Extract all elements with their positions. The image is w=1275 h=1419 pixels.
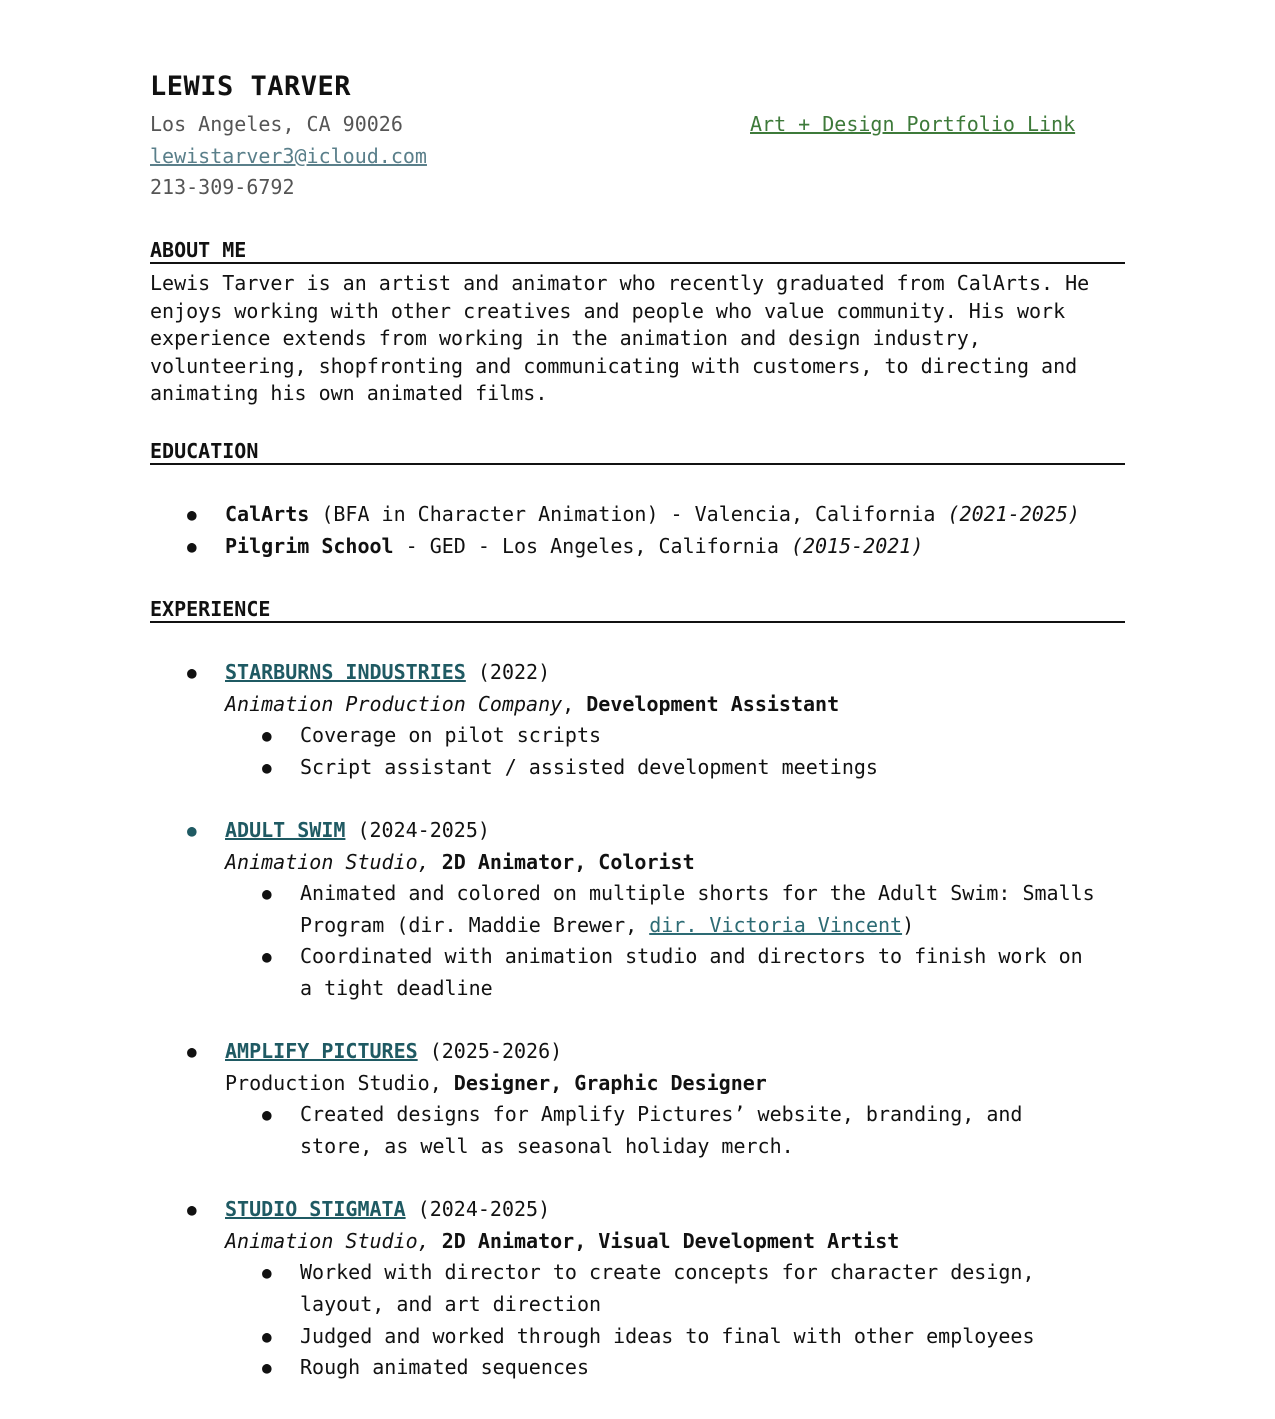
location: Los Angeles, CA 90026: [150, 112, 403, 136]
role-title: 2D Animator, Visual Development Artist: [441, 1229, 900, 1253]
separator: [430, 850, 442, 874]
separator: [430, 1229, 442, 1253]
about-line: animating his own animated films.: [150, 381, 548, 405]
bullet-icon: ●: [262, 726, 272, 745]
role-title: Development Assistant: [586, 692, 840, 716]
company-link-starburns[interactable]: STARBURNS INDUSTRIES: [225, 660, 466, 684]
about-paragraph: [150, 270, 1140, 408]
job-role: [225, 694, 839, 714]
job-bullet-line: a tight deadline: [300, 976, 493, 1000]
school-name: Pilgrim School: [225, 534, 394, 558]
school-name: CalArts: [225, 502, 310, 526]
job-bullet-line: Coordinated with animation studio and directors to finish work on: [300, 944, 1083, 968]
bullet-icon: ●: [262, 884, 272, 903]
bullet-icon: ●: [262, 758, 272, 777]
email-link[interactable]: lewistarver3@icloud.com: [150, 144, 427, 168]
bullet-text: ): [902, 913, 915, 937]
about-line: experience extends from working in the animation and design industry,: [150, 326, 981, 350]
bullet-icon: ●: [262, 1263, 272, 1282]
job-years: (2024-2025): [345, 818, 490, 842]
bullet-icon: ●: [187, 537, 197, 556]
section-about-heading: ABOUT ME: [150, 240, 1125, 264]
job-role: [225, 1231, 899, 1251]
job-bullet-line: Created designs for Amplify Pictures’ website, branding, and: [300, 1102, 1023, 1126]
role-title: 2D Animator, Colorist: [441, 850, 695, 874]
job-bullet: Coverage on pilot scripts: [300, 723, 602, 747]
education-detail: - GED - Los Angeles, California: [393, 534, 791, 558]
job-bullet-line: Animated and colored on multiple shorts for the Adult Swim: Smalls: [300, 881, 1095, 905]
job-bullet-line: [300, 915, 914, 935]
company-link-stigmata[interactable]: STUDIO STIGMATA: [225, 1197, 406, 1221]
job-bullet-line: store, as well as seasonal holiday merch.: [300, 1134, 794, 1158]
portfolio-link[interactable]: Art + Design Portfolio Link: [750, 112, 1076, 136]
bullet-icon: ●: [187, 505, 197, 524]
education-detail: (BFA in Character Animation) - Valencia, California: [309, 502, 948, 526]
job-header: [225, 1199, 550, 1219]
job-role: [225, 852, 695, 872]
job-years: (2025-2026): [417, 1039, 563, 1063]
bullet-icon: ●: [262, 947, 272, 966]
job-bullet: Script assistant / assisted development meetings: [300, 755, 878, 779]
company-type: Animation Studio,: [225, 850, 430, 874]
company-link-adult-swim[interactable]: ADULT SWIM: [225, 818, 346, 842]
job-bullet: Rough animated sequences: [300, 1355, 589, 1379]
role-title: Designer, Graphic Designer: [453, 1071, 767, 1095]
job-bullet: Judged and worked through ideas to final with other employees: [300, 1324, 1035, 1348]
education-item: [225, 504, 1080, 524]
director-link[interactable]: dir. Victoria Vincent: [649, 913, 903, 937]
bullet-text: Program (dir. Maddie Brewer,: [300, 913, 650, 937]
bullet-icon: ●: [187, 663, 197, 682]
phone: 213-309-6792: [150, 175, 295, 199]
separator: ,: [562, 692, 587, 716]
bullet-icon: ●: [187, 1200, 197, 1219]
candidate-name: LEWIS TARVER: [150, 71, 352, 102]
job-bullet-line: Worked with director to create concepts for character design,: [300, 1260, 1035, 1284]
job-years: (2022): [465, 660, 551, 684]
about-line: volunteering, shopfronting and communicating with customers, to directing and: [150, 353, 1078, 378]
education-years: (2015-2021): [790, 534, 924, 558]
company-type: Animation Production Company: [225, 692, 563, 716]
company-link-amplify[interactable]: AMPLIFY PICTURES: [225, 1039, 418, 1063]
company-type: Production Studio,: [225, 1071, 454, 1095]
about-line: Lewis Tarver is an artist and animator who recently graduated from CalArts. He: [150, 271, 1090, 295]
education-years: (2021-2025): [947, 502, 1080, 526]
bullet-icon: ●: [187, 1042, 197, 1061]
job-bullet-line: layout, and art direction: [300, 1292, 602, 1316]
section-experience-heading: EXPERIENCE: [150, 599, 1125, 623]
job-role: [225, 1073, 767, 1093]
bullet-icon: ●: [262, 1105, 272, 1124]
bullet-icon: ●: [262, 1327, 272, 1346]
about-line: enjoys working with other creatives and people who value community. His work: [150, 298, 1066, 323]
section-education-heading: EDUCATION: [150, 441, 1125, 465]
job-header: [225, 662, 550, 682]
education-item: [225, 536, 923, 556]
job-header: [225, 1041, 562, 1061]
job-header: [225, 820, 490, 840]
job-years: (2024-2025): [405, 1197, 551, 1221]
company-type: Animation Studio,: [225, 1229, 430, 1253]
bullet-icon: ●: [187, 821, 197, 840]
bullet-icon: ●: [262, 1358, 272, 1377]
